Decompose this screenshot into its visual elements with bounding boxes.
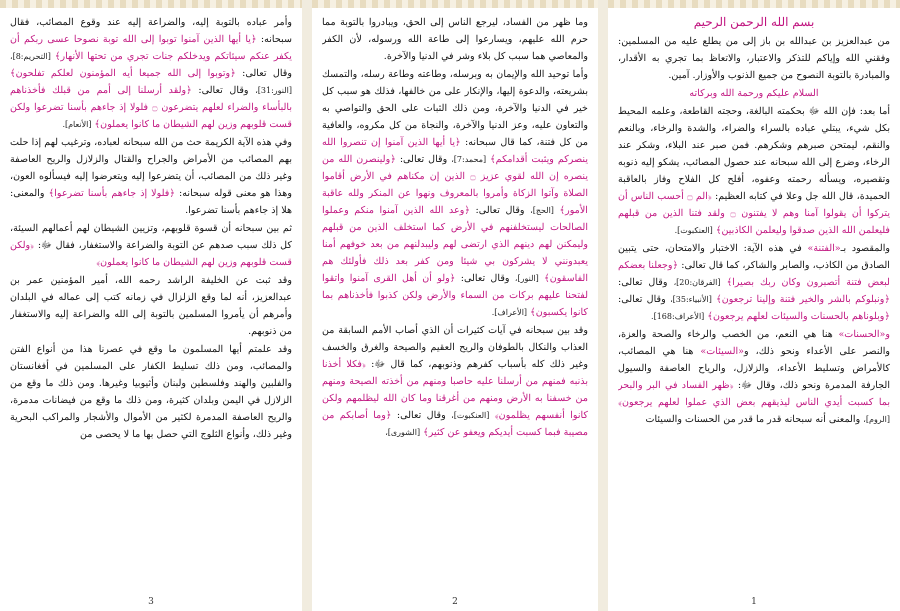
verse-reference: [الشورى]، — [385, 428, 421, 437]
verse-reference: [الحج]، — [530, 206, 554, 215]
text: هنا هي النعم، من الخصب والرخاء والصحة والعزة، والنصر على الأعداء ونحو ذلك، و — [618, 329, 890, 357]
quran-verse: ﴿وجعلنا بعضكم لبعض فتنة أتصبرون وكان ربك بصيرا﴾ — [618, 260, 890, 288]
verse-reference: [الأعراف]. — [491, 308, 528, 317]
text: وأما توحيد الله والإيمان به وبرسله، وطاعته وطاعة رسله، والتمسك بشريعته، والدعوة إليها، والإنكار على من خالفها، فذلك هو سبب كل خير في الدنيا والآخرة، ومن ذلك الثبات على الحق والتواصي به والتعاون عليه، وعز الدنيا والآخرة، والنجاة من كل مكروه، والعافية من كل فتنة، كما قال سبحانه: — [322, 69, 588, 148]
highlighted-term: و«الحسنات» — [838, 329, 890, 340]
text: وقال تعالى: — [399, 154, 448, 165]
verse-reference: [الأنبياء:35]، — [670, 295, 712, 304]
quran-verse: ﴿فكلا أخذنا بذنبه فمنهم من أرسلنا عليه حاصبا ومنهم من أخذته الصيحة ومنهم من خسفنا به الأرض ومنهم من أغرقنا وما كان الله ليظلمهم ولكن كانوا أنفسهم يظلمون﴾ — [322, 359, 588, 421]
quran-verse: ﴿وعد الله الذين آمنوا منكم وعملوا الصالحات ليستخلفنهم في الأرض كما استخلف الذين من قبلهم وليمكنن لهم دينهم الذي ارتضى لهم وليبدلنهم من بعد خوفهم أمنا يعبدونني لا يشركون بي شيئا ومن كفر بعد ذلك فأولئك هم الفاسقون﴾ — [322, 205, 588, 284]
page-number: 3 — [148, 597, 154, 607]
page-ornament — [312, 0, 598, 8]
page-3 — [0, 0, 302, 611]
quran-verse: ﴿فلولا إذ جاءهم بأسنا تضرعوا﴾ — [48, 188, 175, 199]
paragraph — [618, 103, 890, 239]
page-body — [618, 14, 890, 591]
paragraph: وما ظهر من الفساد، ليرجع الناس إلى الحق، ويبادروا بالتوبة مما حرم الله عليهم، ويسارعوا إلى طاعة الله ورسوله، لأن الكفر والمعاصي هما سبب كل بلاء وشر في الدنيا والآخرة. — [322, 17, 588, 62]
bismillah-heading: بسم الله الرحمن الرحيم — [693, 15, 815, 29]
text: وقال تعالى: — [618, 294, 666, 305]
page-number: 2 — [452, 597, 458, 607]
paragraph — [10, 220, 292, 271]
greeting: السلام عليكم ورحمة الله وبركاته — [689, 88, 819, 99]
text: أما بعد: فإن الله ﷻ بحكمته البالغة، وحجته القاطعة، وعلمه المحيط بكل شيء، يبتلي عباده بالسراء والضراء، والشدة والرخاء، وبالنعم والنقم، ليمتحن صبرهم وشكرهم. فمن صبر عند البلاء، وشكر عند الرخاء، وضرع إلى الله سبحانه عند حصول المصائب، يشكو إليه ذنوبه وتقصيره، ويسأله رحمته وعفوه، أفلح كل الفلاح وفاز بالعاقبة الحميدة، قال الله جل وعلا في كتابه العظيم: — [618, 106, 890, 202]
paragraph: وقد ثبت عن الخليفة الراشد رحمه الله، أمير المؤمنين عمر بن عبدالعزيز، أنه لما وقع الزلزال في زمانه كتب إلى عماله في البلدان وأمرهم أن يأمروا المسلمين بالتوبة إلى الله والضراعة إليه والاستغفار من ذنوبهم. — [10, 275, 292, 337]
text: وقال تعالى: — [475, 205, 525, 216]
verse-reference: [الروم]، — [863, 415, 890, 424]
paragraph — [322, 66, 588, 321]
quran-verse: ﴿وتوبوا إلى الله جميعا أيه المؤمنون لعلكم تفلحون﴾ — [10, 68, 236, 79]
quran-verse: ﴿يا أيها الذين آمنوا إن تنصروا الله ينصركم ويثبت أقدامكم﴾ — [322, 137, 588, 165]
quran-verse: ﴿ولقد أرسلنا إلى أمم من قبلك فأخذناهم بالبأساء والضراء لعلهم يتضرعون ۝ فلولا إذ جاءهم بأسنا تضرعوا ولكن قست قلوبهم وزين لهم الشيطان ما كانوا يعملون﴾ — [10, 85, 292, 130]
quran-verse: ﴿الم ۝ أحسب الناس أن يتركوا أن يقولوا آمنا وهم لا يفتنون ۝ ولقد فتنا الذين من قبلهم فليعلمن الله الذين صدقوا وليعلمن الكاذبين﴾ — [618, 191, 890, 236]
text: وأمر عباده بالتوبة إليه، والضراعة إليه عند وقوع المصائب، فقال سبحانه: — [10, 17, 292, 45]
text: ثم بين سبحانه أن قسوة قلوبهم، وتزيين الشيطان لهم أعمالهم السيئة، كل ذلك سبب صدهم عن التوبة والضراعة والاستغفار، فقال ﷻ: — [10, 223, 292, 251]
verse-reference: [الفرقان:20]، — [673, 278, 721, 287]
quran-verse: ﴿ظهر الفساد في البر والبحر بما كسبت أيدي الناس ليذيقهم بعض الذي عملوا لعلهم يرجعون﴾ — [618, 380, 890, 408]
text: هنا هي المصائب، كالأمراض وتسليط الأعداء، والزلازل، والرياح العاصفة والسيول الجارفة المدمرة ونحو ذلك، وقال ﷻ: — [618, 346, 890, 391]
text: وفي هذه الآية الكريمة حث من الله سبحانه لعباده، وترغيب لهم إذا حلت بهم المصائب من الأمراض والجراح والقتال والزلازل والريح العاصفة وغير ذلك من المصائب، أن يتضرعوا إليه ويتعرضوا إليه فيسألوه العون، وهذا هو معنى قوله سبحانه: — [10, 137, 292, 199]
text: وقال تعالى: — [396, 410, 446, 421]
text: في هذه الآية: الاختبار والامتحان، حتى يتبين الصادق من الكاذب، والصابر والشاكر، كما قال تعالى: — [618, 243, 890, 271]
page-body — [322, 14, 588, 591]
quran-verse: ﴿ولو أن أهل القرى آمنوا واتقوا لفتحنا عليهم بركات من السماء والأرض ولكن كذبوا فأخذناهم بما كانوا يكسبون﴾ — [322, 273, 588, 318]
page-number: 1 — [751, 597, 757, 607]
paragraph — [618, 326, 890, 428]
quran-verse: ﴿وبلوناهم بالحسنات والسيئات لعلهم يرجعون﴾ — [707, 311, 890, 322]
page-body — [10, 14, 292, 591]
text: وقد بين سبحانه في آيات كثيرات أن الذي أصاب الأمم السابقة من العذاب والنكال بالطوفان والريح العقيم والصيحة والغرق والخسف وغير ذلك كله بأسباب كفرهم وذنوبهم، كما قال ﷻ: — [322, 325, 588, 370]
verse-reference: [الأعراف:168]. — [651, 312, 705, 321]
highlighted-term: «الفتنة» — [807, 243, 841, 254]
verse-reference: [النور:31]، — [255, 86, 292, 95]
paragraph — [618, 240, 890, 325]
page-ornament — [0, 0, 302, 8]
verse-reference: [النور]، — [514, 274, 539, 283]
paragraph: وقد علمتم أيها المسلمون ما وقع في عصرنا هذا من أنواع الفتن والمصائب، ومن ذلك تسليط الكفار على المسلمين في أفغانستان والفلبين والهند وفلسطين ولبنان وأثيوبيا وغيرها. ومن ذلك ما وقع من الزلازل في اليمن وبلدان كثيرة، ومن ذلك ما وقع من فيضانات مدمرة، والريح العاصفة المدمرة لكثير من الأموال والأشجار والمراكب البحرية وغير ذلك، وأنواع الثلوج التي حصل بها ما لا يحصى من — [10, 344, 292, 440]
page-2 — [312, 0, 598, 611]
text: وقال تعالى: — [618, 277, 668, 288]
text: والمعنى أنه سبحانه قدر ما قدر من الحسنات والسيئات — [645, 414, 861, 425]
text: والمعنى: هلا إذ جاءهم بأسنا تضرعوا. — [10, 188, 292, 216]
page-ornament — [608, 0, 900, 8]
quran-verse: ﴿يا أيها الذين آمنوا توبوا إلى الله توبة نصوحا عسى ربكم أن يكفر عنكم سيئاتكم ويدخلكم جنات تجري من تحتها الأنهار﴾ — [10, 34, 292, 62]
text: وقال تعالى: — [460, 273, 510, 284]
verse-reference: [محمد:7]، — [451, 155, 487, 164]
quran-verse: ﴿ولينصرن الله من ينصره إن الله لقوي عزيز ۝ الذين إن مكناهم في الأرض أقاموا الصلاة وآتوا الزكاة وأمروا بالمعروف ونهوا عن المنكر ولله عاقبة الأمور﴾ — [322, 154, 588, 216]
page-1 — [608, 0, 900, 611]
verse-reference: [التحريم:8]، — [10, 52, 51, 61]
paragraph — [322, 322, 588, 441]
text: وقال تعالى: — [198, 85, 249, 96]
verse-reference: [العنكبوت]. — [674, 226, 713, 235]
verse-reference: [العنكبوت]، — [451, 411, 490, 420]
verse-reference: [الأنعام]. — [62, 120, 92, 129]
paragraph — [10, 134, 292, 219]
quran-verse: ﴿ونبلوكم بالشر والخير فتنة وإلينا ترجعون﴾ — [716, 294, 890, 305]
quran-verse: ﴿وما أصابكم من مصيبة فبما كسبت أيديكم ويعفو عن كثير﴾ — [322, 410, 588, 438]
paragraph — [10, 14, 292, 133]
quran-verse: ﴿ولكن قست قلوبهم وزين لهم الشيطان ما كانوا يعملون﴾ — [10, 240, 292, 268]
highlighted-term: «السيئات» — [700, 346, 745, 357]
text: وقال تعالى: — [242, 68, 292, 79]
text: والمقصود بـ — [840, 243, 890, 254]
paragraph: من عبدالعزيز بن عبدالله بن باز إلى من يطلع عليه من المسلمين: وفقني الله وإياكم للتذكر والاعتبار، والاتعاظ بما تجري به الأقدار، والمبادرة بالتوبة النصوح من جميع الذنوب والأوزار. آمين. — [618, 36, 890, 81]
